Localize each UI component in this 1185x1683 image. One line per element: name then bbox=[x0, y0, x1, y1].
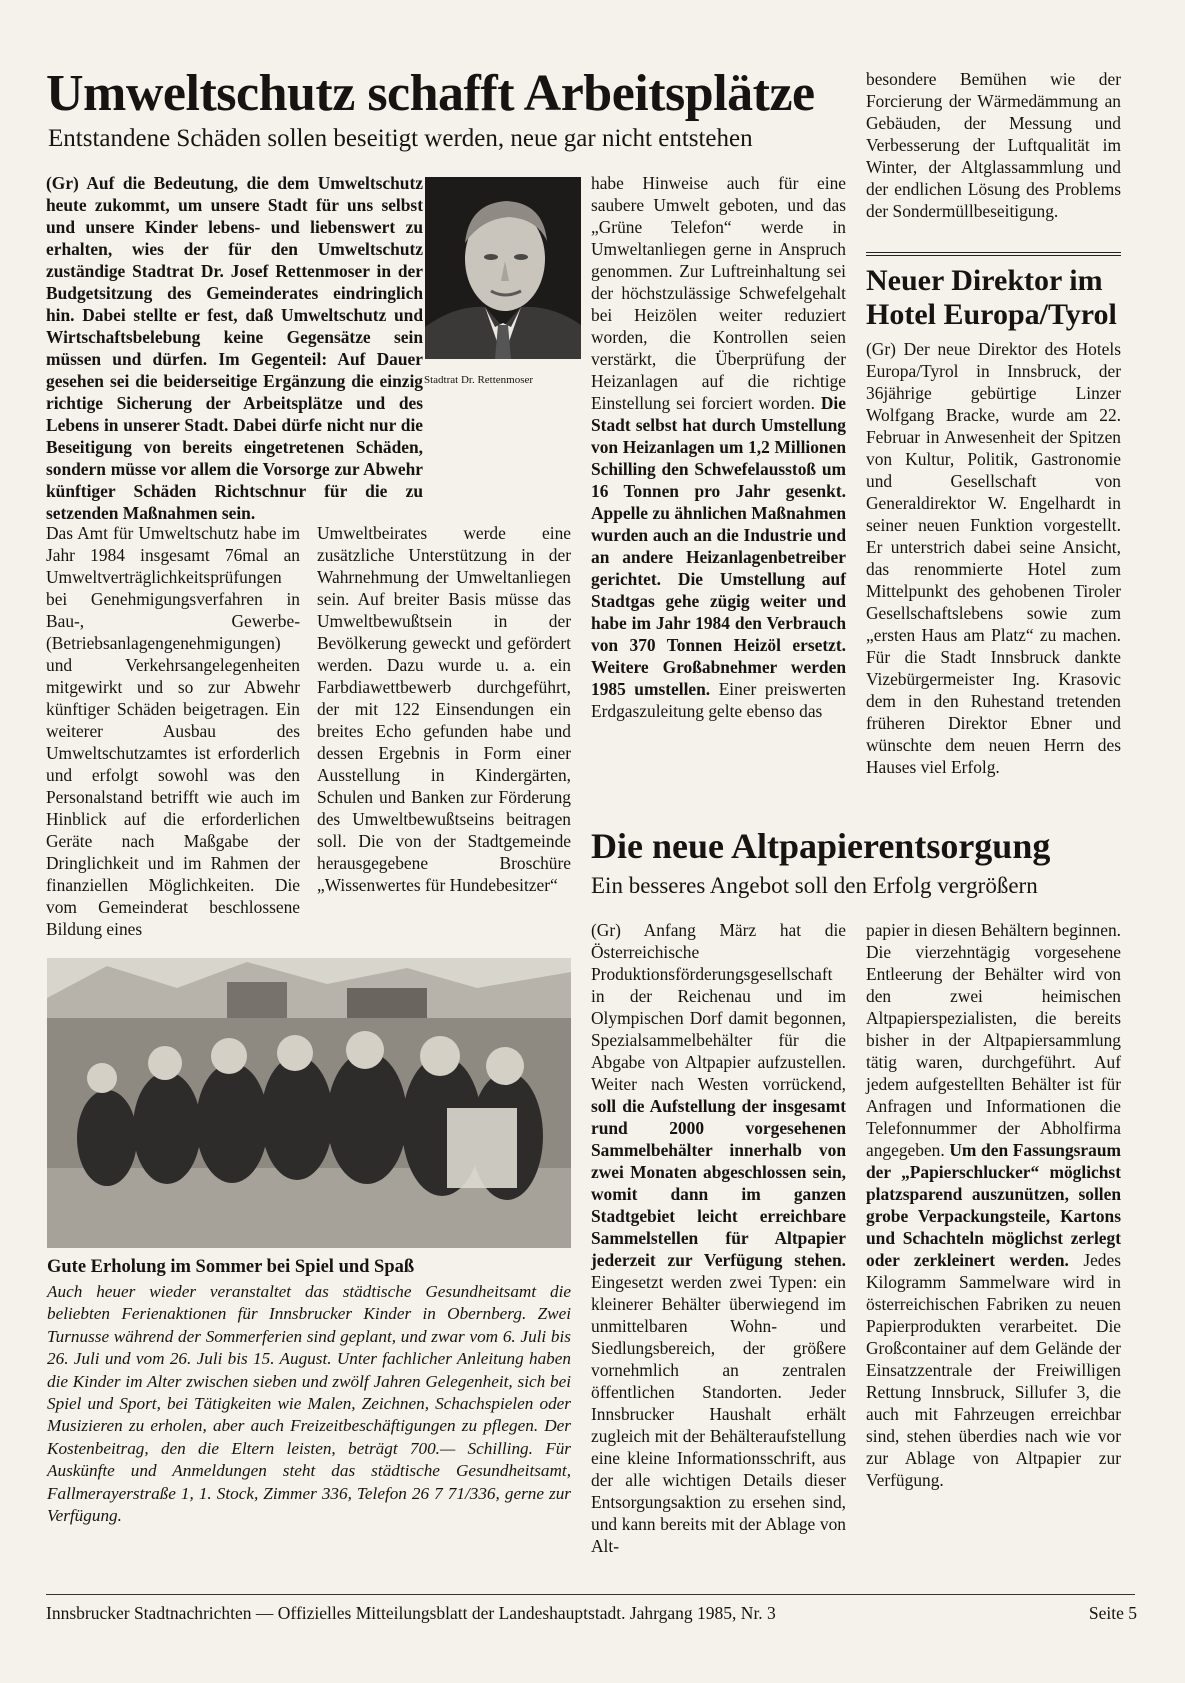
article1-column-1: Das Amt für Umweltschutz habe im Jahr 1984 insgesamt 76mal an Umweltverträglichkeitsprüfungen bei Genehmigungsverfahren in Bau-, Gewerbe- (Betriebsanlagengenehmigungen) und Verkehrsangelegenheiten mitgewirkt und so zur Abwehr künftiger Schäden beigetragen. Ein weiterer Ausbau des Umweltschutzamtes ist erforderlich und erfolgt sowohl was den Personalstand betrifft wie auch im Hinblick auf die erforderlichen Geräte nach Maßgabe der Dringlichkeit und im Rahmen der finanziellen Möglichkeiten. Die vom Gemeinderat beschlossene Bildung eines bbox=[46, 523, 300, 939]
article3-col1-bold-text: soll die Aufstellung der insgesamt rund 2000 vorgesehenen Sammelbehälter innerhalb von zwei Monaten abgeschlossen sein, womit dann im ganzen Stadtgebiet leicht erreichbare Sammelstellen für Altpapier jederzeit zur Verfügung stehen. bbox=[591, 1096, 846, 1270]
lead-text: (Gr) Auf die Bedeutung, die dem Umweltschutz heute zukommt, um unsere Stadt für uns selbst und unsere Kinder lebens- und liebenswert zu erhalten, wies der für den Umweltschutz zuständige Stadtrat Dr. Josef Rettenmoser in der Budgetsitzung des Gemeinderates eindringlich hin. Dabei stellte er fest, daß Umweltschutz und Wirtschaftsbelebung keine Gegensätze sein müssen und dürfen. Im Gegenteil: Auf Dauer gesehen sei die beiderseitige Ergänzung die einzig richtige Sicherung der Arbeitsplätze und des Lebens in unserer Stadt. Dabei dürfe nicht nur die Beseitigung von bereits eingetretenen Schäden, sondern müsse vor allem die Vorsorge zur Abwehr künftiger Schäden Richtschnur für die zu setzenden Maßnahmen sein. bbox=[46, 173, 423, 523]
article-title: Umweltschutz schafft Arbeitsplätze bbox=[46, 65, 815, 122]
footer-rule bbox=[46, 1594, 1135, 1595]
column-3-text: habe Hinweise auch für eine saubere Umwelt geboten, und das „Grüne Telefon“ werde in Umweltanliegen gerne in Anspruch genommen. Zur Luftreinhaltung sei der höchstzulässige Schwefelgehalt bei Heizölen weiter reduziert worden, die Kontrollen seien verstärkt, die Überprüfung der Heizanlagen auf die richtige Einstellung sei forciert worden. bbox=[591, 173, 846, 413]
portrait-image bbox=[425, 177, 581, 359]
footer-page-number: Seite 5 bbox=[1088, 1603, 1137, 1623]
article3-subtitle: Ein besseres Angebot soll den Erfolg vergrößern bbox=[591, 873, 1038, 898]
photo-caption-title: Gute Erholung im Sommer bei Spiel und Spaß bbox=[47, 1257, 415, 1277]
article1-column-2: Umweltbeirates werde eine zusätzliche Unterstützung in der Wahrnehmung der Umweltanliegen sein. Auf breiter Basis müsse das Umweltbewußtsein in der Bevölkerung geweckt und gefördert werden. Dazu wurde u. a. ein Farbdiawettbewerb durchgeführt, der mit 122 Einsendungen ein breites Echo gefunden habe und dessen Ergebnis in Form einer Ausstellung in Kindergärten, Schulen und Banken zur Förderung des Umweltbewußtseins beitragen soll. Die von der Stadtgemeinde herausgegebene Broschüre „Wissenwertes für Hundebesitzer“ bbox=[317, 523, 571, 895]
lead-paragraph-top bbox=[46, 172, 423, 524]
article3-title: Die neue Altpapierentsorgung bbox=[591, 826, 1051, 866]
column-3-tail-text: Einer preiswerten Erdgaszuleitung gelte ebenso das bbox=[591, 679, 846, 721]
article1-column-4: besondere Bemühen wie der Forcierung der Wärmedämmung an Gebäuden, der Messung und Verbesserung der Luftqualität im Winter, der Altglassammlung und der endlichen Lösung des Problems der Sondermüllbeseitigung. bbox=[866, 69, 1121, 221]
article3-col1-tail-text: Eingesetzt werden zwei Typen: ein kleinerer Behälter überwiegend im unmittelbaren Wohn- und Siedlungsbereich, der größere vornehmlich an zentralen öffentlichen Standorten. Jeder Innsbrucker Haushalt erhält zugleich mit der Behälteraufstellung eine kleine Informationsschrift, aus der alle wichtigen Details dieser Entsorgungsaktion zu ersehen sind, und kann bereits mit der Ablage von Alt- bbox=[591, 1272, 846, 1556]
footer-publication: Innsbrucker Stadtnachrichten — Offizielles Mitteilungsblatt der Landeshauptstadt. Jahrgang 1985, Nr. 3 bbox=[46, 1603, 776, 1623]
children-playing-photo bbox=[47, 958, 571, 1248]
article3-col2-text: papier in diesen Behältern beginnen. Die vierzehntägig vorgesehene Entleerung der Behälter wird von den zwei heimischen Altpapierspezialisten, die bereits bisher in der Altpapiersammlung tätig waren, durchgeführt. Auf jedem aufgestellten Behälter ist für Anfragen und Informationen die Telefonnummer der Abholfirma angegeben. bbox=[866, 920, 1121, 1160]
article3-col1-text: (Gr) Anfang März hat die Österreichische Produktionsförderungsgesellschaft in der Reichenau und im Olympischen Dorf damit begonnen, Spezialsammelbehälter für die Abgabe von Altpapier aufzustellen. Weiter nach Westen vorrückend, bbox=[591, 920, 846, 1094]
article2-title: Neuer Direktor im Hotel Europa/Tyrol bbox=[866, 264, 1117, 331]
article3-col2-bold-text: Um den Fassungsraum der „Papierschlucker“ möglichst platzsparend auszunützen, sollen grobe Verpackungsteile, Kartons und Schachteln möglichst zerlegt oder zerkleinert werden. bbox=[866, 1140, 1121, 1270]
portrait-caption: Stadtrat Dr. Rettenmoser bbox=[424, 374, 534, 386]
article3-col2-tail-text: Jedes Kilogramm Sammelware wird in österreichischen Fabriken zu neuen Papierprodukten verarbeitet. Die Großcontainer auf dem Gelände der Einsatzzentrale der Freiwilligen Rettung Innsbruck, Sillufer 3, die auch mit Fahrzeugen erreichbar sind, stehen überdies nach wie vor zur Ablage von Altpapier zur Verfügung. bbox=[866, 1250, 1121, 1490]
photo-caption-text: Auch heuer wieder veranstaltet das städtische Gesundheitsamt die beliebten Ferienaktionen für Innsbrucker Kinder in Obernberg. Zwei Turnusse während der Sommerferien sind geplant, und zwar vom 6. Juli bis 26. Juli und vom 26. Juli bis 15. August. Unter fachlicher Anleitung haben die Kinder im Alter zwischen sieben und zwölf Jahren Gelegenheit, sich bei Spiel und Sport, bei Tätigkeiten wie Malen, Zeichnen, Schachspielen oder Musizieren zu erholen, aber auch Freizeitbeschäftigungen zu pflegen. Der Kostenbeitrag, den die Eltern leisten, beträgt 700.— Schilling. Für Auskünfte und Anmeldungen steht das städtische Gesundheitsamt, Fallmerayerstraße 1, 1. Stock, Zimmer 336, Telefon 26 7 71/336, gerne zur Verfügung. bbox=[47, 1282, 571, 1526]
article3-column-1 bbox=[591, 919, 846, 1557]
children-photo-image bbox=[47, 958, 571, 1248]
separator-rule bbox=[866, 252, 1121, 256]
article3-column-2 bbox=[866, 919, 1121, 1491]
article2-text: (Gr) Der neue Direktor des Hotels Europa/Tyrol in Innsbruck, der 36jährige gebürtige Linzer Wolfgang Bracke, wurde am 22. Februar in Anwesenheit der Spitzen von Kultur, Politik, Gastronomie und Gesellschaft von Generaldirektor W. Engelhardt in seiner neuen Funktion vorgestellt. Er unterstrich dabei seine Ansicht, das renommierte Hotel zum Mittelpunkt des gehobenen Tiroler Gesellschaftslebens sowie zum „ersten Haus am Platz“ zu machen. Für die Stadt Innsbruck dankte Vizebürgermeister Ing. Krasovic dem in den Ruhestand tretenden früheren Direktor Ebner und wünschte dem neuen Herrn des Hauses viel Erfolg. bbox=[866, 339, 1121, 777]
portrait-photo bbox=[425, 177, 581, 359]
article-subtitle: Entstandene Schäden sollen beseitigt werden, neue gar nicht entstehen bbox=[48, 125, 753, 152]
article1-column-3 bbox=[591, 172, 846, 722]
column-3-bold-text: Die Stadt selbst hat durch Umstellung von Heizanlagen um 1,2 Millionen Schilling den Schwefelausstoß um 16 Tonnen pro Jahr gesenkt. Appelle zu ähnlichen Maßnahmen wurden auch an die Industrie und an andere Heizanlagenbetreiber gerichtet. Die Umstellung auf Stadtgas gehe zügig weiter und habe im Jahr 1984 den Verbrauch von 370 Tonnen Heizöl ersetzt. Weitere Großabnehmer werden 1985 umstellen. bbox=[591, 393, 846, 699]
